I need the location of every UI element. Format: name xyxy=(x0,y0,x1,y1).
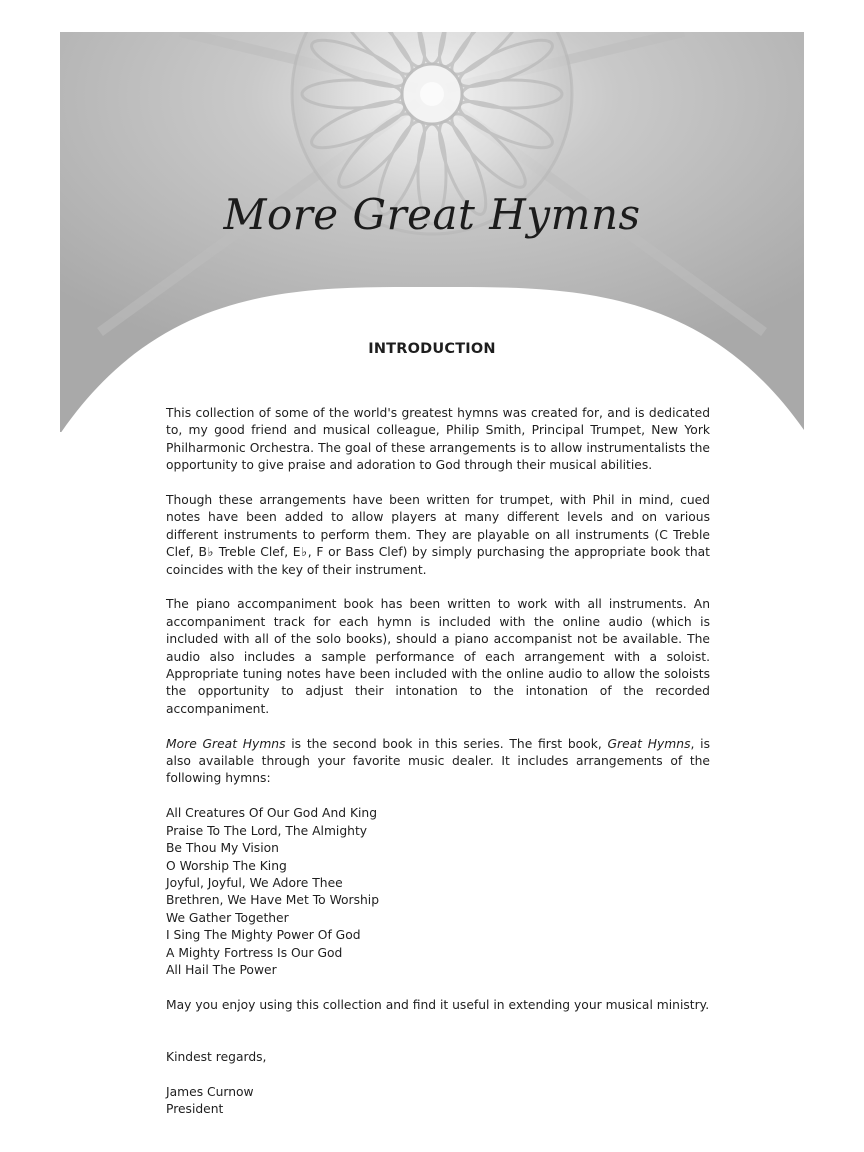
hymn-list xyxy=(166,805,710,979)
signer-title: President xyxy=(166,1102,224,1117)
intro-paragraph-2: Though these arrangements have been written for trumpet, with Phil in mind, cued notes have been added to allow players at many different levels and on various different instruments to perform them. They are playable on all instruments (C Treble Clef, B♭ Treble Clef, E♭, F or Bass Clef) by simply purchasing the appropriate book that coincides with the key of their instrument. xyxy=(166,493,710,577)
closing-line: May you enjoy using this collection and find it useful in extending your musical ministry. xyxy=(166,997,710,1012)
list-item: All Hail The Power xyxy=(166,962,277,977)
list-item: Joyful, Joyful, We Adore Thee xyxy=(166,875,343,890)
paragraph-4-text-b: , is also available through your favorite music dealer. It includes arrangements of the following hymns: xyxy=(166,736,710,786)
spacer xyxy=(166,1032,710,1049)
list-item: Brethren, We Have Met To Worship xyxy=(166,893,380,908)
list-item: Be Thou My Vision xyxy=(166,841,279,856)
intro-paragraph-4 xyxy=(166,736,710,788)
list-item: I Sing The Mighty Power Of God xyxy=(166,928,361,943)
book-title-reference: More Great Hymns xyxy=(166,736,286,751)
section-heading: INTRODUCTION xyxy=(368,341,496,357)
list-item: We Gather Together xyxy=(166,910,289,925)
paragraph-4-text-a: is the second book in this series. The first book, xyxy=(285,736,608,751)
list-item: Praise To The Lord, The Almighty xyxy=(166,823,368,838)
signer-name: James Curnow xyxy=(166,1084,254,1099)
first-book-reference: Great Hymns xyxy=(607,736,691,751)
list-item: O Worship The King xyxy=(166,858,287,873)
list-item: All Creatures Of Our God And King xyxy=(166,806,378,821)
intro-paragraph-1: This collection of some of the world's greatest hymns was created for, and is dedicated to, my good friend and musical colleague, Philip Smith, Principal Trumpet, New York Philharmonic Orchestra. The goal of these arrangements is to allow instrumentalists the opportunity to give praise and adoration to God through their musical abilities. xyxy=(166,406,710,473)
sign-off: Kindest regards, xyxy=(166,1049,267,1064)
introduction-body xyxy=(166,405,710,1136)
list-item: A Mighty Fortress Is Our God xyxy=(166,945,343,960)
intro-paragraph-3: The piano accompaniment book has been written to work with all instruments. An accompaniment track for each hymn is included with the online audio (which is included with all of the solo books), should a piano accompanist not be available. The audio also includes a sample performance of each arrangement with a soloist. Appropriate tuning notes have been included with the online audio to allow the soloists the opportunity to adjust their intonation to the intonation of the recorded accompaniment. xyxy=(166,597,710,716)
book-title: More Great Hymns xyxy=(223,190,641,239)
